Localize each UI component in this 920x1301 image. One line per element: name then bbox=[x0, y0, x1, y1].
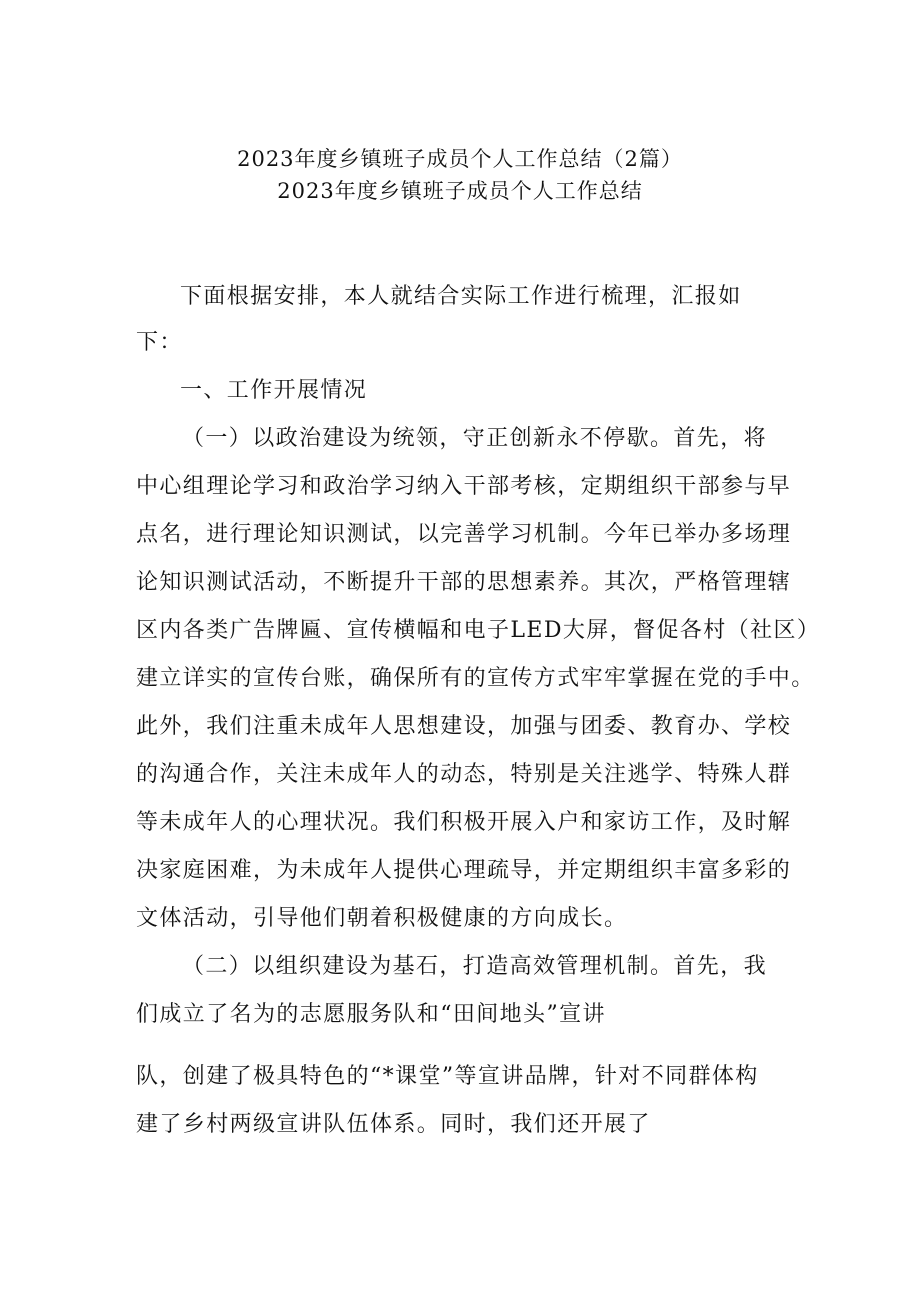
body-line: 文体活动，引导他们朝着积极健康的方向成长。 bbox=[136, 906, 628, 931]
body-line: 们成立了名为的志愿服务队和“田间地头”宣讲 bbox=[136, 1002, 606, 1027]
subsection-heading: （二）以组织建设为基石，打造高效管理机制。首先，我 bbox=[182, 954, 768, 979]
body-line: 建了乡村两级宣讲队伍体系。同时，我们还开展了 bbox=[136, 1112, 651, 1137]
body-line: 等未成年人的心理状况。我们积极开展入户和家访工作，及时解 bbox=[136, 810, 792, 835]
document-subtitle: 2023年度乡镇班子成员个人工作总结 bbox=[277, 179, 643, 203]
body-line: 下面根据安排，本人就结合实际工作进行梳理，汇报如 bbox=[180, 284, 742, 309]
body-line: 此外，我们注重未成年人思想建设，加强与团委、教育办、学校 bbox=[136, 714, 792, 739]
document-title: 2023年度乡镇班子成员个人工作总结（2篇） bbox=[237, 147, 683, 171]
body-line: 论知识测试活动，不断提升干部的思想素养。其次，严格管理辖 bbox=[136, 570, 792, 595]
body-line: 队，创建了极具特色的“*课堂”等宣讲品牌，针对不同群体构 bbox=[136, 1064, 759, 1089]
section-heading: 一、工作开展情况 bbox=[180, 378, 368, 403]
body-line: 下： bbox=[136, 330, 183, 355]
body-line: 点名，进行理论知识测试，以完善学习机制。今年已举办多场理 bbox=[136, 522, 792, 547]
body-line: 区内各类广告牌匾、宣传横幅和电子LED大屏，督促各村（社区） bbox=[136, 618, 821, 643]
body-line: 建立详实的宣传台账，确保所有的宣传方式牢牢掌握在党的手中。 bbox=[136, 666, 815, 691]
body-line: 中心组理论学习和政治学习纳入干部考核，定期组织干部参与早 bbox=[136, 474, 792, 499]
body-line: 决家庭困难，为未成年人提供心理疏导，并定期组织丰富多彩的 bbox=[136, 858, 792, 883]
subsection-heading: （一）以政治建设为统领，守正创新永不停歇。首先，将 bbox=[182, 426, 768, 451]
body-line: 的沟通合作，关注未成年人的动态，特别是关注逃学、特殊人群 bbox=[136, 762, 792, 787]
